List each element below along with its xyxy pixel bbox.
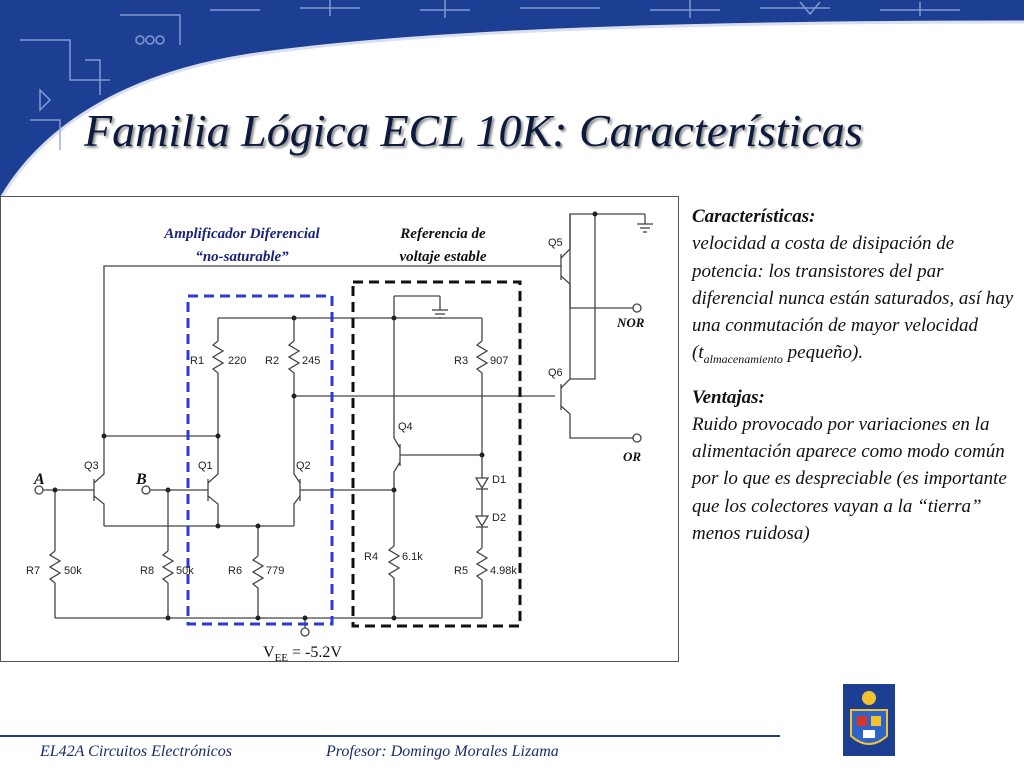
- diff-amp-label-1: Amplificador Diferencial: [164, 226, 320, 242]
- r5-value: 4.98k: [490, 565, 517, 577]
- r5-label: R5: [454, 565, 469, 577]
- r4-label: R4: [364, 551, 379, 563]
- r6-value: 779: [266, 565, 285, 577]
- footer-divider: [0, 735, 780, 737]
- header-banner: [0, 0, 1024, 200]
- footer-professor: Profesor: Domingo Morales Lizama: [326, 743, 559, 760]
- d2-label: D2: [492, 512, 507, 524]
- output-or-label: OR: [623, 449, 642, 464]
- input-a-label: A: [34, 471, 45, 488]
- ref-label-1: Referencia de: [400, 226, 486, 242]
- characteristics-heading: Características:: [692, 206, 816, 227]
- ref-label-2: voltaje estable: [399, 249, 487, 265]
- q5-label: Q5: [548, 237, 563, 249]
- q6-label: Q6: [548, 367, 563, 379]
- input-b-label: B: [136, 471, 147, 488]
- r7-value: 50k: [64, 565, 82, 577]
- q2-label: Q2: [296, 460, 311, 472]
- q4-label: Q4: [398, 421, 413, 433]
- advantages-text: Ruido provocado por variaciones en la alimentación aparece como modo común por lo que es despreciable (es importante que los colectores vayan a la “tierra” menos ruidosa): [692, 413, 1007, 545]
- r1-label: R1: [190, 355, 205, 367]
- description-panel: [692, 203, 1020, 547]
- r3-label: R3: [454, 355, 469, 367]
- q3-label: Q3: [84, 460, 99, 472]
- ecl-circuit-diagram: [0, 196, 679, 662]
- university-crest-logo: [843, 684, 895, 756]
- slide-title: Familia Lógica ECL 10K: Características: [84, 105, 863, 156]
- r8-value: 50k: [176, 565, 194, 577]
- characteristics-text: velocidad a costa de disipación de potencia: los transistores del par diferencial nunca están saturados, así hay una conmutación de mayor velocidad ($t_{almacenamiento}$ pequeño).: [692, 233, 1014, 367]
- q1-label: Q1: [198, 460, 213, 472]
- d1-label: D1: [492, 474, 507, 486]
- advantages-heading: Ventajas:: [692, 386, 765, 408]
- r3-value: 907: [490, 355, 509, 367]
- r7-label: R7: [26, 565, 41, 577]
- r1-value: 220: [228, 355, 247, 367]
- footer-course: EL42A Circuitos Electrónicos: [40, 743, 232, 760]
- r6-label: R6: [228, 565, 243, 577]
- r2-value: 245: [302, 355, 321, 367]
- r8-label: R8: [140, 565, 155, 577]
- vee-label: $V_{EE} = -5.2V$: [263, 644, 342, 662]
- output-nor-label: NOR: [617, 315, 645, 330]
- diff-amp-label-2: “no-saturable”: [195, 249, 289, 265]
- r4-value: 6.1k: [402, 551, 423, 563]
- r2-label: R2: [265, 355, 280, 367]
